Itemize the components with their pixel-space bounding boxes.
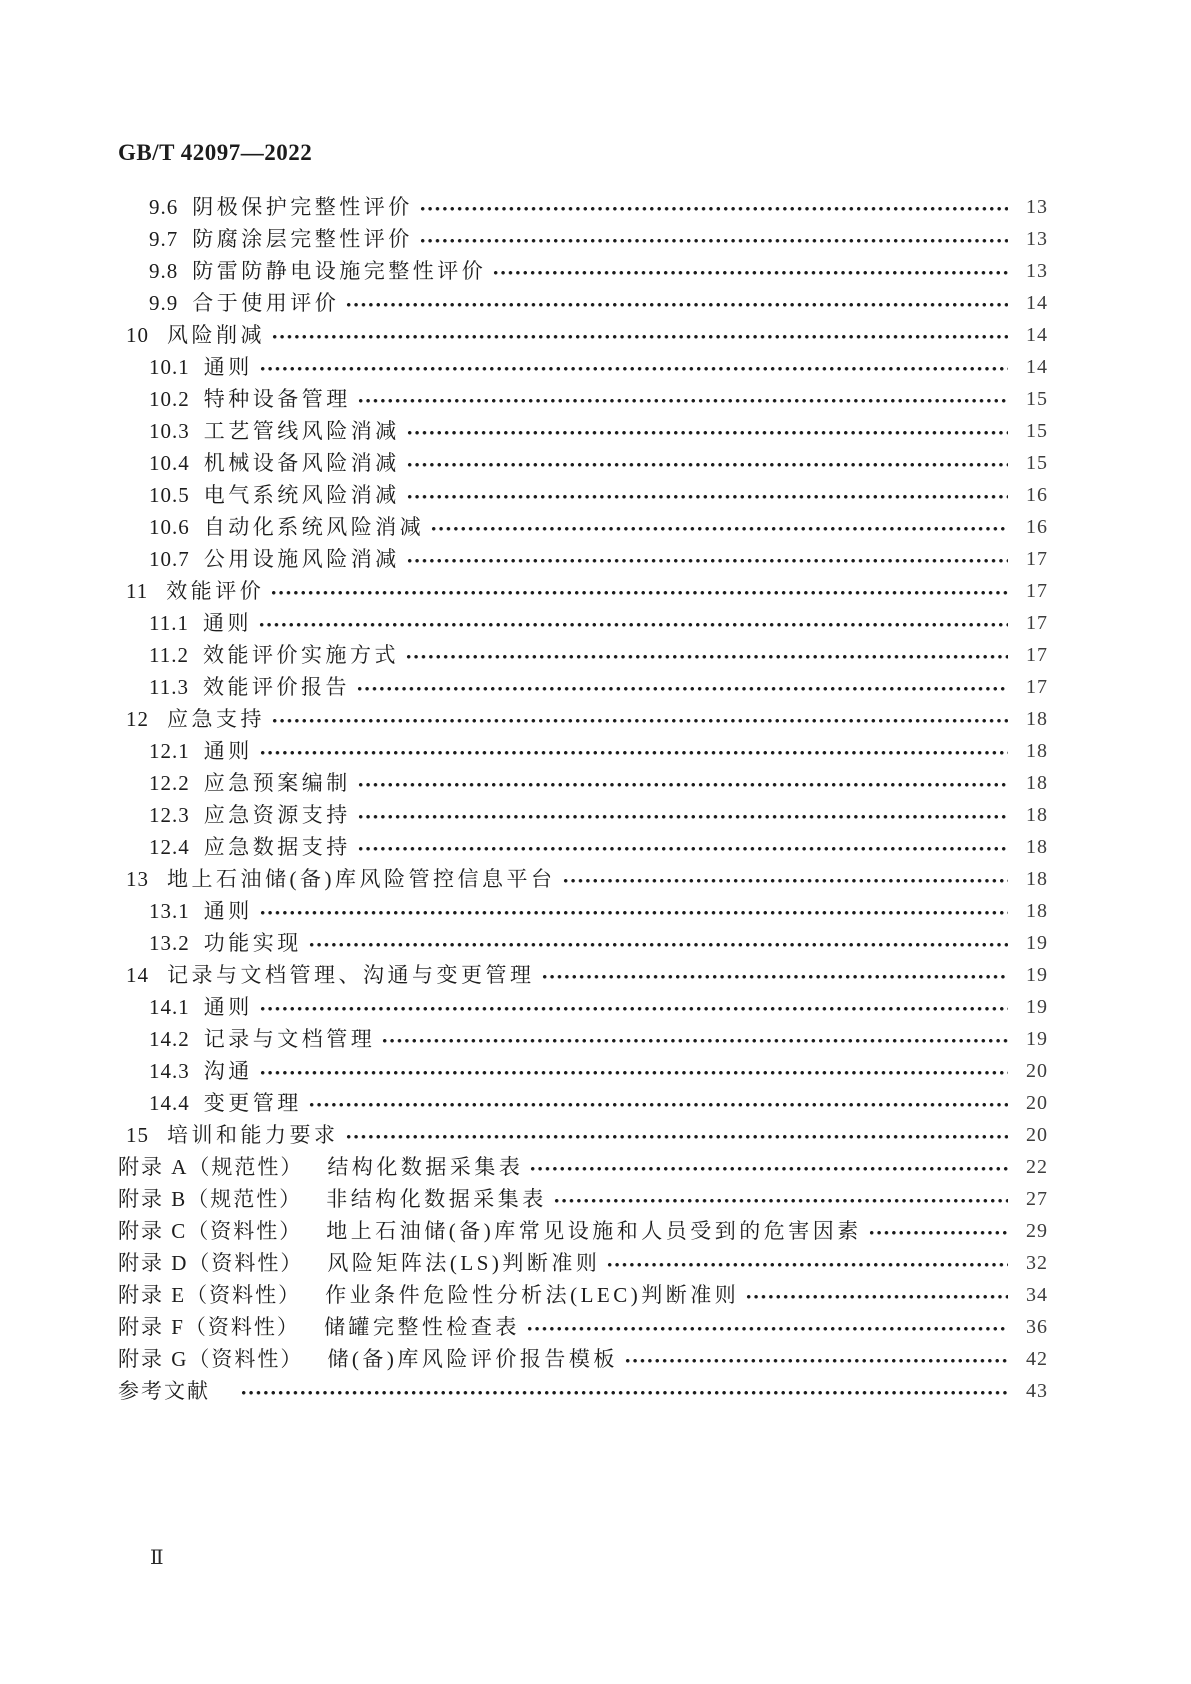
toc-entry-number: 附录 A（规范性） — [118, 1155, 304, 1179]
dot-leader — [259, 740, 1008, 762]
toc-entry-number: 14 — [126, 963, 149, 987]
toc-entry-page: 17 — [1026, 612, 1048, 634]
dot-leader — [357, 836, 1008, 858]
dot-leader — [526, 1316, 1008, 1338]
toc-entry-number: 12 — [126, 707, 149, 731]
dot-leader — [606, 1252, 1008, 1274]
toc-entry-title: 地上石油储(备)库常见设施和人员受到的危害因素 — [326, 1219, 862, 1243]
toc-entry — [118, 356, 1048, 378]
toc-entry — [118, 260, 1048, 282]
toc-entry — [118, 964, 1048, 986]
toc-entry — [118, 388, 1048, 410]
toc-entry-title: 应急预案编制 — [203, 771, 351, 795]
toc-entry-number: 12.4 — [149, 835, 190, 859]
toc-entry-number: 附录 G（资料性） — [118, 1347, 304, 1371]
toc-entry-page: 19 — [1026, 932, 1048, 954]
toc-entry-title: 工艺管线风险消减 — [203, 419, 400, 443]
toc-entry-number: 附录 C（资料性） — [118, 1219, 303, 1243]
toc-entry — [118, 708, 1048, 730]
toc-entry-page: 19 — [1026, 996, 1048, 1018]
dot-leader — [405, 644, 1008, 666]
toc-entry-title: 作业条件危险性分析法(LEC)判断准则 — [325, 1283, 740, 1307]
toc-entry-number: 12.1 — [149, 739, 190, 763]
toc-entry-page: 17 — [1026, 644, 1048, 666]
toc-entry-page: 13 — [1026, 260, 1048, 282]
toc-entry-number: 14.2 — [149, 1027, 190, 1051]
toc-entry-number: 10 — [126, 323, 149, 347]
toc-entry-page: 18 — [1026, 772, 1048, 794]
toc-entry-page: 18 — [1026, 740, 1048, 762]
toc-entry — [118, 548, 1048, 570]
toc-entry-number: 11.3 — [149, 675, 189, 699]
toc-entry-title: 效能评价报告 — [202, 675, 350, 699]
toc-entry — [118, 420, 1048, 442]
toc-entry — [118, 1092, 1048, 1114]
toc-entry-page: 15 — [1026, 420, 1048, 442]
page-number: Ⅱ — [150, 1547, 164, 1569]
toc-entry-page: 20 — [1026, 1060, 1048, 1082]
toc-entry-number: 10.7 — [149, 547, 190, 571]
dot-leader — [270, 580, 1008, 602]
dot-leader — [492, 260, 1008, 282]
dot-leader — [868, 1220, 1008, 1242]
dot-leader — [430, 516, 1008, 538]
toc-entry-number: 9.9 — [149, 291, 179, 315]
toc-entry-number: 14.3 — [149, 1059, 190, 1083]
toc-entry-number: 12.2 — [149, 771, 190, 795]
toc-entry-page: 34 — [1026, 1284, 1048, 1306]
dot-leader — [345, 1124, 1009, 1146]
dot-leader — [419, 228, 1008, 250]
toc-entry — [118, 228, 1048, 250]
toc-entry-number: 9.8 — [149, 259, 179, 283]
toc-entry-title: 沟通 — [203, 1059, 253, 1083]
toc-entry-title: 防腐涂层完整性评价 — [192, 227, 413, 251]
toc-entry-number: 附录 D（资料性） — [118, 1251, 304, 1275]
toc-entry-page: 16 — [1026, 484, 1048, 506]
toc-entry-title: 风险矩阵法(LS)判断准则 — [327, 1251, 601, 1275]
toc-entry-page: 15 — [1026, 388, 1048, 410]
dot-leader — [356, 676, 1008, 698]
toc-entry — [118, 1380, 1048, 1402]
toc-entry-title: 应急数据支持 — [203, 835, 351, 859]
toc-entry — [118, 324, 1048, 346]
toc-entry-title: 防雷防静电设施完整性评价 — [192, 259, 487, 283]
toc-entry-title: 记录与文档管理、沟通与变更管理 — [167, 963, 535, 987]
toc-entry — [118, 516, 1048, 538]
dot-leader — [308, 932, 1008, 954]
standard-number: GB/T 42097—2022 — [118, 140, 313, 165]
toc-entry-number: 附录 F（资料性） — [118, 1315, 300, 1339]
toc-entry — [118, 1284, 1048, 1306]
toc-entry-page: 18 — [1026, 708, 1048, 730]
toc-entry-page: 13 — [1026, 228, 1048, 250]
toc-entry — [118, 1060, 1048, 1082]
toc-entry-title: 地上石油储(备)库风险管控信息平台 — [167, 867, 556, 891]
dot-leader — [745, 1284, 1008, 1306]
toc-entry-number: 附录 B（规范性） — [118, 1187, 303, 1211]
toc-entry-title: 应急资源支持 — [203, 803, 351, 827]
dot-leader — [259, 900, 1008, 922]
toc-entry-title: 公用设施风险消减 — [203, 547, 400, 571]
toc-entry-number: 附录 E（资料性） — [118, 1283, 302, 1307]
toc-entry — [118, 804, 1048, 826]
dot-leader — [406, 420, 1008, 442]
toc-entry-title: 储罐完整性检查表 — [323, 1315, 520, 1339]
dot-leader — [419, 196, 1008, 218]
toc-entry-page: 32 — [1026, 1252, 1048, 1274]
toc-entry-number: 参考文献 — [118, 1379, 210, 1403]
dot-leader — [308, 1092, 1008, 1114]
dot-leader — [406, 548, 1008, 570]
toc-entry — [118, 900, 1048, 922]
toc-entry-page: 13 — [1026, 196, 1048, 218]
dot-leader — [259, 996, 1008, 1018]
toc-entry-number: 10.4 — [149, 451, 190, 475]
dot-leader — [381, 1028, 1008, 1050]
toc-entry-title: 合于使用评价 — [192, 291, 340, 315]
dot-leader — [357, 804, 1008, 826]
toc-entry-title: 变更管理 — [203, 1091, 302, 1115]
toc-entry — [118, 740, 1048, 762]
dot-leader — [529, 1156, 1008, 1178]
toc-entry-page: 17 — [1026, 580, 1048, 602]
toc-entry-page: 14 — [1026, 324, 1048, 346]
toc-entry-number: 12.3 — [149, 803, 190, 827]
toc-entry-page: 43 — [1026, 1380, 1048, 1402]
toc-entry — [118, 1188, 1048, 1210]
dot-leader — [406, 484, 1008, 506]
dot-leader — [541, 964, 1009, 986]
toc-entry-title: 结构化数据采集表 — [327, 1155, 524, 1179]
toc-entry — [118, 1316, 1048, 1338]
toc-entry-page: 36 — [1026, 1316, 1048, 1338]
toc-entry — [118, 996, 1048, 1018]
toc-entry — [118, 868, 1048, 890]
toc-entry-page: 14 — [1026, 356, 1048, 378]
toc-entry-number: 10.5 — [149, 483, 190, 507]
toc-entry-page: 27 — [1026, 1188, 1048, 1210]
dot-leader — [259, 1060, 1008, 1082]
toc-entry — [118, 1252, 1048, 1274]
toc-entry-title: 特种设备管理 — [203, 387, 351, 411]
toc-entry — [118, 772, 1048, 794]
toc-entry-number: 10.6 — [149, 515, 190, 539]
dot-leader — [562, 868, 1009, 890]
toc-entry-number: 13 — [126, 867, 149, 891]
toc-entry — [118, 644, 1048, 666]
toc-entry — [118, 612, 1048, 634]
dot-leader — [357, 772, 1008, 794]
toc-entry-page: 18 — [1026, 868, 1048, 890]
toc-entry — [118, 452, 1048, 474]
toc-entry-page: 19 — [1026, 964, 1048, 986]
toc-entry — [118, 580, 1048, 602]
dot-leader — [624, 1348, 1008, 1370]
toc-entry-title: 培训和能力要求 — [167, 1123, 339, 1147]
toc-entry-number: 10.1 — [149, 355, 190, 379]
toc-entry-page: 29 — [1026, 1220, 1048, 1242]
toc-entry-title: 通则 — [203, 355, 253, 379]
toc-entry-page: 18 — [1026, 900, 1048, 922]
toc-entry-page: 18 — [1026, 804, 1048, 826]
dot-leader — [406, 452, 1008, 474]
toc-entry-title: 自动化系统风险消减 — [203, 515, 425, 539]
toc-entry — [118, 1220, 1048, 1242]
toc-entry — [118, 1124, 1048, 1146]
toc-entry-title: 储(备)库风险评价报告模板 — [327, 1347, 618, 1371]
dot-leader — [345, 292, 1008, 314]
toc-entry-page: 20 — [1026, 1124, 1048, 1146]
toc-entry-number: 14.4 — [149, 1091, 190, 1115]
dot-leader — [553, 1188, 1008, 1210]
toc-entry-page: 17 — [1026, 676, 1048, 698]
toc-entry-page: 19 — [1026, 1028, 1048, 1050]
toc-entry-title: 效能评价 — [166, 579, 265, 603]
toc-entry-title: 机械设备风险消减 — [203, 451, 400, 475]
toc-entry — [118, 932, 1048, 954]
toc-entry — [118, 1156, 1048, 1178]
toc-entry — [118, 1348, 1048, 1370]
dot-leader — [271, 324, 1008, 346]
toc-entry-title: 应急支持 — [167, 707, 265, 731]
toc-entry — [118, 1028, 1048, 1050]
dot-leader — [357, 388, 1008, 410]
toc-entry-number: 11.1 — [149, 611, 189, 635]
toc-entry-title: 记录与文档管理 — [203, 1027, 376, 1051]
toc-entry — [118, 196, 1048, 218]
toc-entry-page: 14 — [1026, 292, 1048, 314]
toc-entry — [118, 484, 1048, 506]
toc-entry-page: 20 — [1026, 1092, 1048, 1114]
dot-leader — [258, 612, 1008, 634]
toc-entry — [118, 836, 1048, 858]
toc-entry-number: 13.1 — [149, 899, 190, 923]
toc-entry-title: 非结构化数据采集表 — [326, 1187, 547, 1211]
toc-entry-number: 14.1 — [149, 995, 190, 1019]
toc-entry-number: 11.2 — [149, 643, 189, 667]
toc-entry-number: 10.2 — [149, 387, 190, 411]
toc-entry-page: 42 — [1026, 1348, 1048, 1370]
toc-entry-title: 效能评价实施方式 — [202, 643, 399, 667]
toc-entry-title: 通则 — [203, 899, 253, 923]
toc-entry-number: 11 — [126, 579, 149, 603]
dot-leader — [271, 708, 1008, 730]
toc-entry-title: 风险削减 — [167, 323, 265, 347]
toc-entry-title: 功能实现 — [203, 931, 302, 955]
toc-entry-page: 22 — [1026, 1156, 1048, 1178]
toc-entry-page: 16 — [1026, 516, 1048, 538]
toc-entry-number: 13.2 — [149, 931, 190, 955]
toc-entry-title: 通则 — [203, 739, 253, 763]
toc-entry-page: 17 — [1026, 548, 1048, 570]
toc-entry-number: 9.6 — [149, 195, 179, 219]
toc-entry-number: 10.3 — [149, 419, 190, 443]
toc-entry — [118, 292, 1048, 314]
dot-leader — [259, 356, 1008, 378]
toc-entry-title: 电气系统风险消减 — [203, 483, 400, 507]
toc-entry-page: 18 — [1026, 836, 1048, 858]
dot-leader — [240, 1380, 1008, 1402]
toc-entry-number: 9.7 — [149, 227, 179, 251]
toc-entry-title: 阴极保护完整性评价 — [192, 195, 413, 219]
toc-entry-page: 15 — [1026, 452, 1048, 474]
toc-entry-number: 15 — [126, 1123, 149, 1147]
toc-entry-title: 通则 — [203, 995, 253, 1019]
toc-entry — [118, 676, 1048, 698]
table-of-contents — [118, 196, 1048, 1412]
toc-entry-title: 通则 — [202, 611, 252, 635]
